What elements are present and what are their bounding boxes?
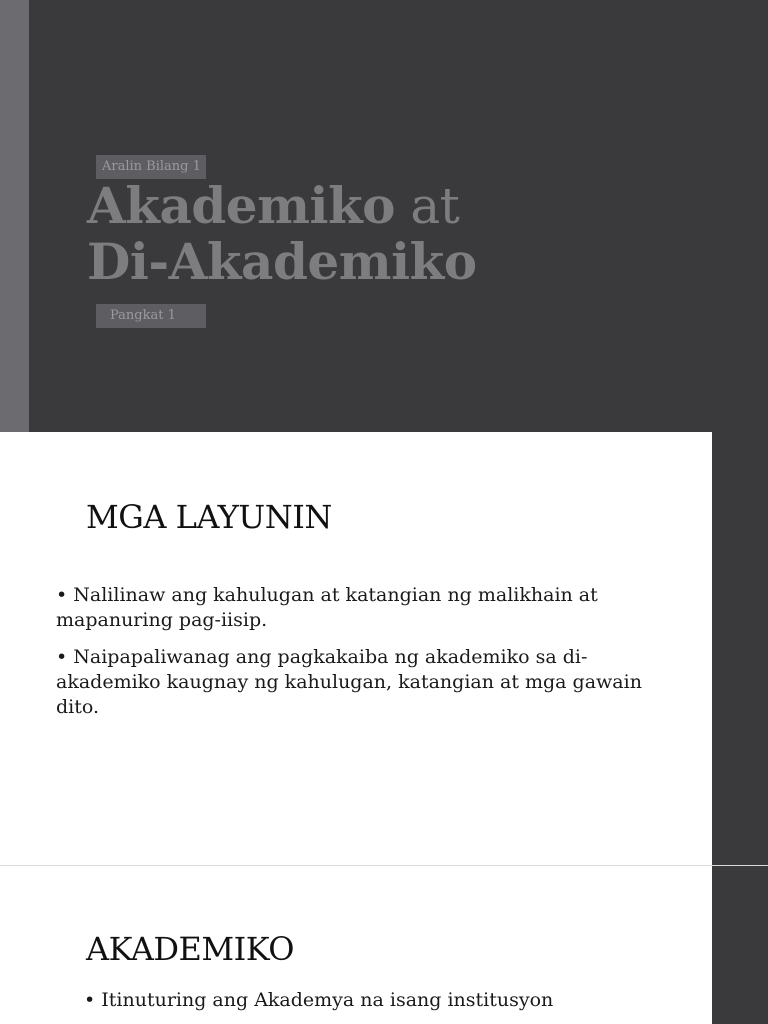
bullet-text: Naipapaliwanag ang pagkakaiba ng akademiko sa di-akademiko kaugnay ng kahulugan, katangian at mga gawain dito.	[56, 646, 642, 718]
list-item	[56, 583, 676, 633]
title-line1-light: at	[395, 177, 460, 235]
bullet-icon: •	[84, 989, 96, 1011]
bullet-list	[56, 583, 676, 732]
bullet-icon: •	[56, 584, 68, 606]
bullet-text: Nalilinaw ang kahulugan at katangian ng malikhain at mapanuring pag-iisip.	[56, 584, 598, 631]
bullet-text: Itinuturing ang Akademya na isang institusyon	[101, 989, 554, 1011]
lesson-number-label: Aralin Bilang 1	[96, 155, 206, 179]
title-slide	[0, 0, 768, 432]
accent-bar	[712, 432, 768, 866]
title-line1-bold: Akademiko	[87, 176, 395, 235]
slide-heading: MGA LAYUNIN	[86, 498, 332, 536]
accent-bar	[712, 866, 768, 1024]
akademiko-slide	[0, 866, 768, 1024]
accent-bar	[0, 0, 29, 432]
list-item	[84, 987, 644, 1013]
title-line2: Di-Akademiko	[87, 232, 477, 291]
group-label: Pangkat 1	[96, 304, 206, 328]
slide-heading: AKADEMIKO	[86, 930, 295, 968]
slide-title	[87, 178, 477, 290]
list-item	[56, 645, 676, 720]
objectives-slide	[0, 432, 768, 866]
bullet-icon: •	[56, 646, 68, 668]
bullet-list	[84, 987, 644, 1013]
